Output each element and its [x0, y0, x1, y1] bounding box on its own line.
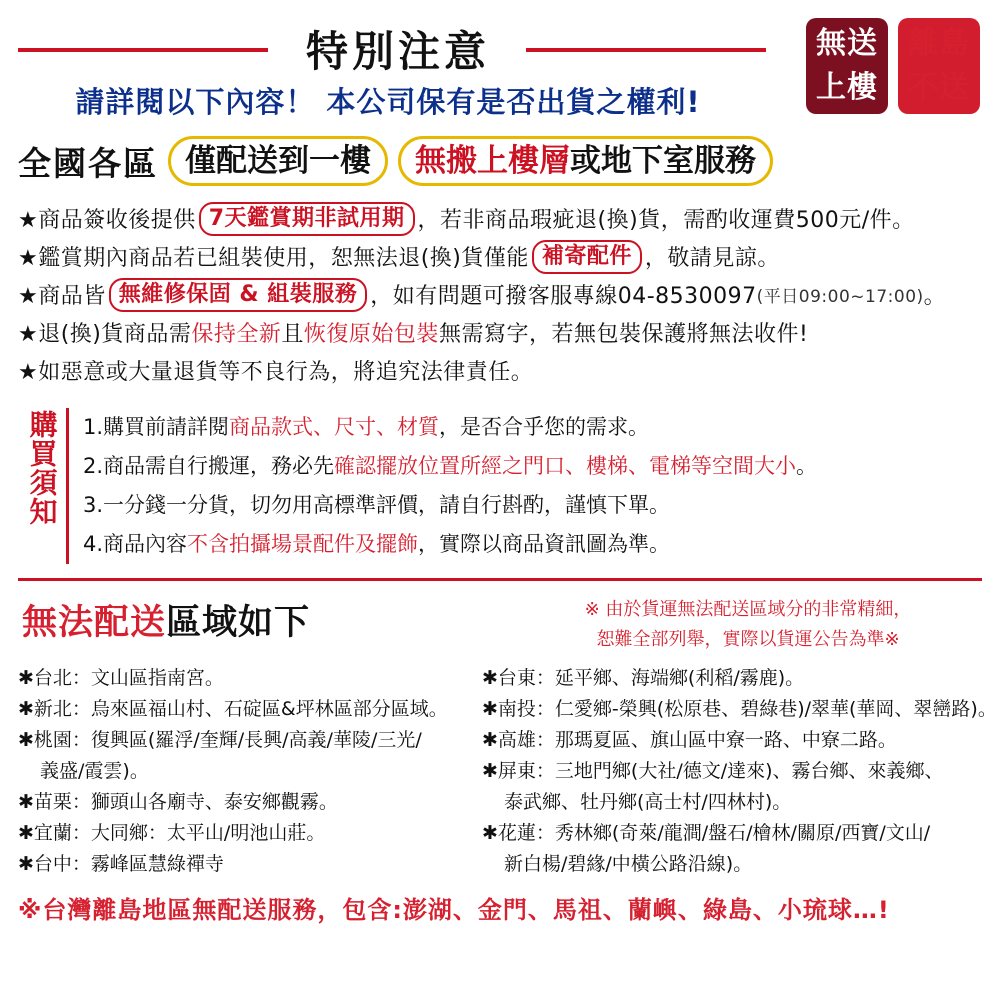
region-item: ✱新北：烏來區福山村、石碇區&坪林區部分區域。	[18, 698, 448, 720]
star-note-3-hours: (平日09:00~17:00)	[756, 287, 924, 307]
star-note-4-highlight-b: 恢復原始包裝	[303, 322, 439, 347]
badge-no-islands-line1: 離島	[908, 26, 970, 61]
star-note-4	[18, 316, 982, 354]
purchase-line-4	[83, 525, 982, 564]
delivery-band	[18, 134, 982, 188]
purchase-line-3-pre: 3.一分錢一分貨，切勿用高標準評價，請自行斟酌，謹慎下單。	[83, 493, 671, 517]
region-item: ✱台中：霧峰區慧綠禪寺	[18, 853, 224, 875]
region-item: ✱桃園：復興區(羅浮/奎輝/長興/高義/華陵/三光/	[18, 729, 422, 751]
star-note-4-pre: ★退(換)貨商品需	[18, 322, 192, 347]
star-note-3-post: ，如有問題可撥客服專線04-8530097	[370, 284, 757, 309]
region-columns	[18, 663, 997, 880]
purchase-notice	[18, 408, 982, 564]
badge-group	[806, 18, 980, 114]
badge-no-islands-line2: 不送	[908, 70, 970, 105]
page-subtitle: 請詳閱以下內容！ 本公司保有是否出貨之權利!	[75, 85, 701, 119]
star-note-2-highlight: 補寄配件	[532, 240, 642, 274]
purchase-line-1-post: ，是否合乎您的需求。	[439, 415, 650, 439]
region-item: 義盛/霞雲)。	[40, 760, 149, 782]
region-item: ✱台東：延平鄉、海端鄉(利稻/霧鹿)。	[482, 667, 805, 689]
purchase-notice-body	[66, 408, 982, 564]
region-title-red: 無法配送	[22, 603, 167, 643]
region-item: ✱高雄：那瑪夏區、旗山區中寮一路、中寮二路。	[482, 729, 897, 751]
purchase-line-4-post: ，實際以商品資訊圖為準。	[418, 532, 671, 556]
band-pill-ground-floor: 僅配送到一樓	[168, 136, 388, 186]
star-note-2-post: ，敬請見諒。	[644, 246, 780, 271]
purchase-line-2-highlight: 確認擺放位置所經之門口、樓梯、電梯等空間大小	[334, 454, 797, 478]
purchase-line-2	[83, 447, 982, 486]
region-column-left	[18, 663, 474, 880]
badge-no-islands	[898, 18, 980, 114]
region-title-black: 區域如下	[166, 603, 311, 643]
purchase-line-3	[83, 486, 982, 525]
region-header	[18, 591, 982, 663]
star-note-1	[18, 202, 982, 240]
purchase-notice-title-text: 購買須知	[25, 410, 59, 526]
star-note-1-post: ，若非商品瑕疵退(換)貨，需酌收運費500元/件。	[417, 208, 915, 233]
region-item: ✱台北：文山區指南宮。	[18, 667, 224, 689]
band-pill-no-carry	[398, 136, 773, 186]
region-note	[488, 595, 1000, 655]
page-title: 特別注意	[305, 27, 490, 76]
purchase-notice-title	[18, 408, 66, 564]
purchase-line-2-post: 。	[796, 454, 818, 478]
section-divider	[18, 578, 982, 581]
region-item: 泰武鄉、牡丹鄉(高士村/四林村)。	[504, 791, 792, 813]
purchase-line-4-pre: 4.商品內容	[83, 532, 188, 556]
star-note-list	[18, 202, 982, 392]
title-rule-left	[18, 48, 268, 52]
star-note-3-end: 。	[923, 284, 947, 309]
region-item: ✱南投：仁愛鄉-榮興(松原巷、碧綠巷)/翠華(華岡、翠巒路)。	[482, 698, 997, 720]
purchase-line-1-highlight: 商品款式、尺寸、材質	[229, 415, 440, 439]
title-rule-right	[526, 48, 766, 52]
purchase-line-2-pre: 2.商品需自行搬運，務必先	[83, 454, 335, 478]
region-item: 新白楊/碧緣/中橫公路沿線)。	[504, 853, 753, 875]
star-note-2	[18, 240, 982, 278]
badge-no-upstairs	[806, 18, 888, 114]
star-note-1-pre: ★商品簽收後提供	[18, 208, 196, 233]
region-note-line1: ※ 由於貨運無法配送區域分的非常精細，	[584, 599, 912, 620]
star-note-5	[18, 354, 982, 392]
purchase-line-1-pre: 1.購買前請詳閱	[83, 415, 230, 439]
star-note-4-mid: 且	[281, 322, 304, 347]
region-item: ✱花蓮：秀林鄉(奇萊/龍澗/盤石/檜林/關原/西寶/文山/	[482, 822, 931, 844]
band-pill-no-carry-highlight: 無搬上樓層	[415, 143, 570, 179]
band-pill-no-carry-rest: 或地下室服務	[570, 143, 756, 179]
header	[18, 14, 982, 132]
star-note-4-post: 無需寫字，若無包裝保護將無法收件!	[438, 322, 809, 347]
star-note-3	[18, 278, 982, 316]
star-note-5-text: ★如惡意或大量退貨等不良行為，將追究法律責任。	[18, 360, 534, 385]
region-item: ✱屏東：三地門鄉(大社/德文/達來)、霧台鄉、來義鄉、	[482, 760, 944, 782]
band-label: 全國各區	[18, 143, 158, 183]
region-title	[22, 595, 310, 645]
star-note-3-pre: ★商品皆	[18, 284, 106, 309]
purchase-line-4-highlight: 不含拍攝場景配件及擺飾	[187, 532, 419, 556]
star-note-2-pre: ★鑑賞期內商品若已組裝使用，恕無法退(換)貨僅能	[18, 246, 529, 271]
star-note-3-highlight: 無維修保固 & 組裝服務	[109, 278, 368, 312]
star-note-4-highlight-a: 保持全新	[191, 322, 282, 347]
badge-no-upstairs-line2: 上樓	[816, 70, 878, 105]
region-item: ✱苗栗：獅頭山各廟寺、泰安鄉觀霧。	[18, 791, 338, 813]
region-item: ✱宜蘭：大同鄉：太平山/明池山莊。	[18, 822, 326, 844]
region-column-right	[482, 663, 997, 880]
region-note-line2: 恕難全部列舉，實際以貨運公告為準※	[596, 629, 900, 650]
footer-note: ※台灣離島地區無配送服務，包含:澎湖、金門、馬祖、蘭嶼、綠島、小琉球…!	[18, 896, 890, 924]
star-note-1-highlight: 7天鑑賞期非試用期	[199, 202, 415, 236]
purchase-line-1	[83, 408, 982, 447]
badge-no-upstairs-line1: 無送	[816, 26, 878, 61]
